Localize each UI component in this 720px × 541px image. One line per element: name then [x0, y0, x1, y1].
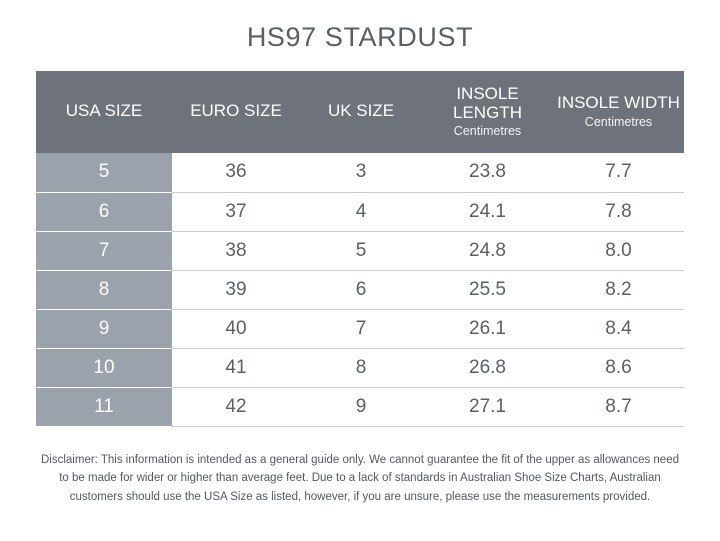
table-row [36, 153, 684, 192]
column-header-label: USA SIZE [65, 101, 143, 121]
table-row [36, 231, 684, 270]
cell-euro-size: 40 [172, 309, 300, 348]
cell-euro-size: 36 [172, 153, 300, 192]
cell-insole-width: 8.6 [553, 348, 684, 387]
cell-uk-size: 9 [300, 387, 422, 426]
column-header-unit: Centimetres [584, 114, 653, 129]
cell-insole-width: 7.8 [553, 192, 684, 231]
column-header-uk-size [300, 71, 422, 153]
column-header-label: INSOLE LENGTH [453, 83, 522, 122]
disclaimer-text: Disclaimer: This information is intended as a general guide only. We cannot guarantee the fit of the upper as allowances need to be made for wider or higher than average feet. Due to a lack of standards in Australian Shoe Size Charts, Australian customers should use the USA Size as listed, however, if you are unsure, please use the measurements provided. [41, 453, 679, 503]
cell-uk-size: 6 [300, 270, 422, 309]
cell-uk-size: 5 [300, 231, 422, 270]
cell-insole-length: 25.5 [422, 270, 553, 309]
column-header-label: UK SIZE [327, 101, 395, 121]
size-chart-table [36, 71, 684, 427]
table-row [36, 348, 684, 387]
column-header-euro-size [172, 71, 300, 153]
cell-usa-size: 5 [36, 153, 172, 192]
cell-insole-width: 8.0 [553, 231, 684, 270]
table-body [36, 153, 684, 426]
cell-usa-size: 8 [36, 270, 172, 309]
cell-insole-length: 26.1 [422, 309, 553, 348]
cell-uk-size: 4 [300, 192, 422, 231]
column-header-insole-width [553, 71, 684, 153]
cell-euro-size: 37 [172, 192, 300, 231]
cell-usa-size: 6 [36, 192, 172, 231]
table-header-row [36, 71, 684, 153]
cell-usa-size: 11 [36, 387, 172, 426]
table-row [36, 387, 684, 426]
cell-insole-width: 8.2 [553, 270, 684, 309]
table-row [36, 309, 684, 348]
column-header-label: EURO SIZE [190, 101, 282, 121]
cell-usa-size: 9 [36, 309, 172, 348]
cell-usa-size: 7 [36, 231, 172, 270]
page-title: HS97 STARDUST [246, 22, 474, 52]
column-header-unit: Centimetres [453, 124, 522, 139]
column-header-insole-length [422, 71, 553, 153]
cell-euro-size: 39 [172, 270, 300, 309]
cell-insole-length: 24.8 [422, 231, 553, 270]
cell-insole-length: 24.1 [422, 192, 553, 231]
table-header [36, 71, 684, 153]
cell-insole-width: 8.4 [553, 309, 684, 348]
table-row [36, 192, 684, 231]
cell-insole-length: 23.8 [422, 153, 553, 192]
cell-insole-length: 27.1 [422, 387, 553, 426]
cell-insole-width: 7.7 [553, 153, 684, 192]
cell-euro-size: 41 [172, 348, 300, 387]
table-row [36, 270, 684, 309]
cell-uk-size: 3 [300, 153, 422, 192]
column-header-label: INSOLE WIDTH [557, 93, 680, 113]
cell-uk-size: 8 [300, 348, 422, 387]
cell-insole-length: 26.8 [422, 348, 553, 387]
cell-usa-size: 10 [36, 348, 172, 387]
cell-euro-size: 42 [172, 387, 300, 426]
cell-insole-width: 8.7 [553, 387, 684, 426]
cell-uk-size: 7 [300, 309, 422, 348]
column-header-usa-size [36, 71, 172, 153]
cell-euro-size: 38 [172, 231, 300, 270]
